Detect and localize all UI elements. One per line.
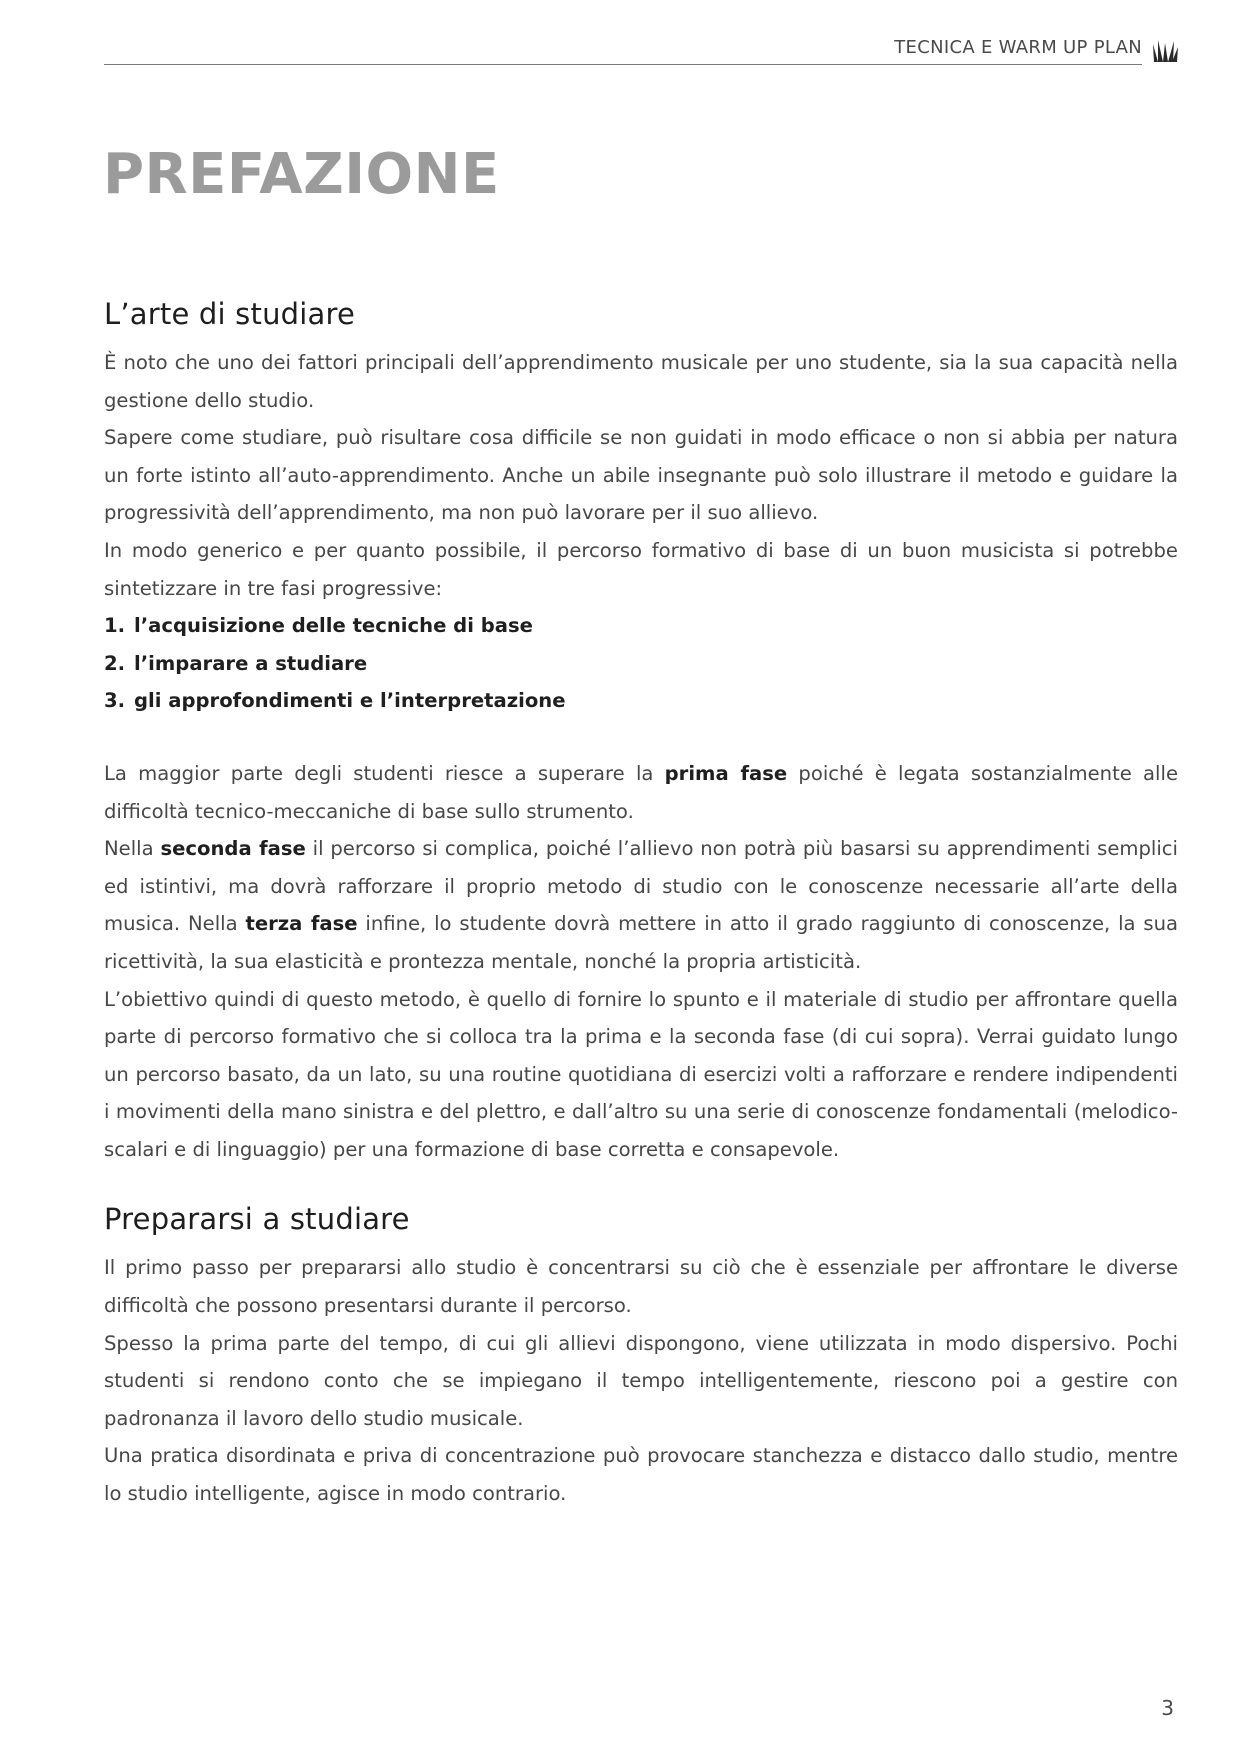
text-run: Nella <box>104 837 161 861</box>
list-item <box>104 645 1178 683</box>
list-item-text: l’acquisizione delle tecniche di base <box>134 614 533 638</box>
paragraph: Sapere come studiare, può risultare cosa difficile se non guidati in modo efficace o non si abbia per natura un forte istinto all’auto-apprendimento. Anche un abile insegnante può solo illustrare il metodo e guidare la progressività dell’apprendimento, ma non può lavorare per il suo allievo. <box>104 426 1178 525</box>
running-header-title: TECNICA E WARM UP PLAN <box>894 37 1142 58</box>
section-title-prepararsi-a-studiare: Prepararsi a studiare <box>104 1202 410 1237</box>
main-content <box>104 292 1178 1513</box>
paragraph: È noto che uno dei fattori principali dell’apprendimento musicale per uno studente, sia la sua capacità nella gestione dello studio. <box>104 351 1178 412</box>
text-run: infine, lo studente dovrà mettere in atto il grado raggiunto di conoscenze, la sua ricettività, la sua elasticità e prontezza mentale, nonché la propria artisticità. <box>104 912 1178 973</box>
text-run: il percorso si complica, poiché l’allievo non potrà più basarsi su apprendimenti semplici ed istintivi, ma dovrà rafforzare il proprio metodo di studio con le conoscenze necessarie all’arte della musica. Nella <box>104 837 1178 936</box>
paragraph: Una pratica disordinata e priva di concentrazione può provocare stanchezza e distacco dallo studio, mentre lo studio intelligente, agisce in modo contrario. <box>104 1444 1178 1506</box>
bold-term: terza fase <box>245 912 358 936</box>
text-run: poiché è legata sostanzialmente alle difficoltà tecnico-meccaniche di base sullo strumento. <box>104 761 1179 823</box>
page-title: PREFAZIONE <box>103 142 500 207</box>
text-run: La maggior parte degli studenti riesce a superare la <box>104 761 665 785</box>
list-number: 1. <box>104 614 126 638</box>
list-number: 3. <box>104 689 126 713</box>
section-title-arte-di-studiare: L’arte di studiare <box>104 297 356 331</box>
paragraph: Il primo passo per prepararsi allo studio è concentrarsi su ciò che è essenziale per affrontare le diverse difficoltà che possono presentarsi durante il percorso. <box>104 1256 1178 1318</box>
list-item-text: gli approfondimenti e l’interpretazione <box>134 689 566 713</box>
page-header <box>104 36 1178 66</box>
list-item-text: l’imparare a studiare <box>134 651 368 675</box>
list-item <box>104 607 1178 645</box>
paragraph <box>104 830 1178 980</box>
paragraph <box>104 755 1178 830</box>
phases-list <box>104 607 1178 720</box>
grass-blades-icon <box>1152 38 1178 62</box>
page-number: 3 <box>1161 1696 1174 1720</box>
paragraph: L’obiettivo quindi di questo metodo, è quello di fornire lo spunto e il materiale di studio per affrontare quella parte di percorso formativo che si colloca tra la prima e la seconda fase (di cui sopra). Verrai guidato lungo un percorso basato, da un lato, su una routine quotidiana di esercizi volti a rafforzare e rendere indipendenti i movimenti della mano sinistra e del plettro, e dall’altro su una serie di conoscenze fondamentali (melodico-scalari e di linguaggio) per una formazione di base corretta e consapevole. <box>104 987 1178 1161</box>
bold-term: prima fase <box>664 761 788 785</box>
bold-term: seconda fase <box>160 837 306 861</box>
list-item <box>104 682 1178 720</box>
paragraph: In modo generico e per quanto possibile, il percorso formativo di base di un buon musicista si potrebbe sintetizzare in tre fasi progressive: <box>104 538 1178 600</box>
paragraph: Spesso la prima parte del tempo, di cui gli allievi dispongono, viene utilizzata in modo dispersivo. Pochi studenti si rendono conto che se impiegano il tempo intelligentemente, riescono poi a gestire con padronanza il lavoro dello studio musicale. <box>104 1331 1178 1430</box>
header-divider <box>104 64 1142 65</box>
list-number: 2. <box>104 651 126 675</box>
